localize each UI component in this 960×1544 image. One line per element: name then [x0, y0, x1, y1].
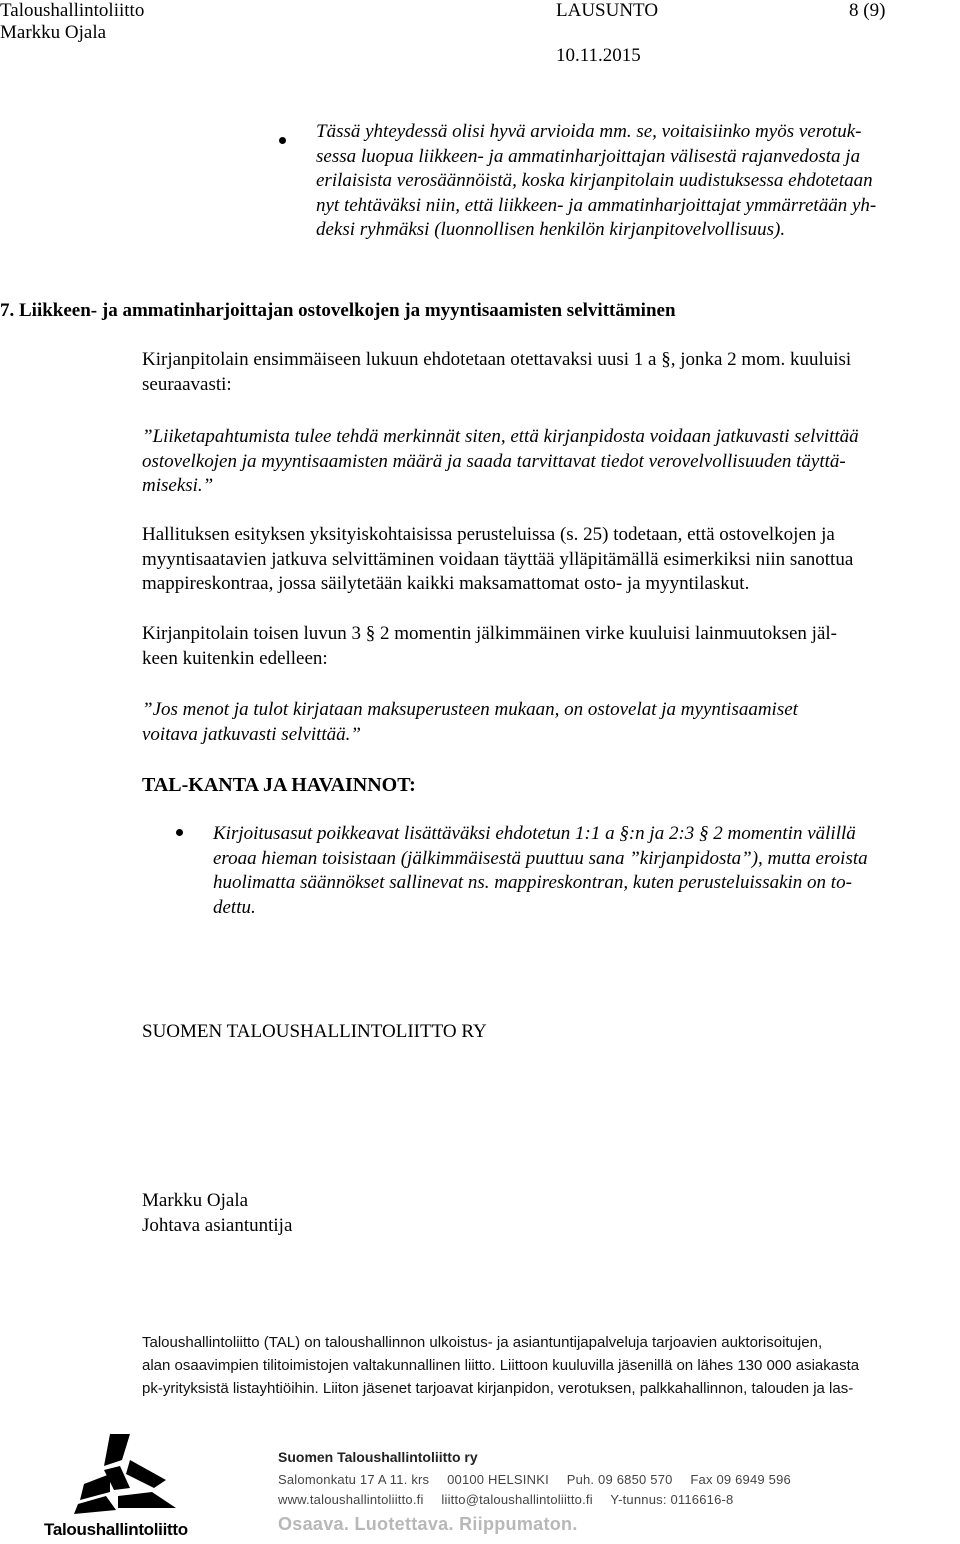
header-date: 10.11.2015	[556, 45, 641, 66]
section-paragraph: Kirjanpitolain ensimmäiseen lukuun ehdotetaan otettavaksi uusi 1 a §, jonka 2 mom. kuuluisi seuraavasti:	[142, 349, 852, 395]
header-page-number: 8 (9)	[849, 0, 886, 21]
footer-contact-line	[278, 1490, 733, 1509]
footer-phone: Puh. 09 6850 570	[566, 1472, 673, 1487]
quoted-law-text: ”Jos menot ja tulot kirjataan maksuperusteen mukaan, on ostovelat ja myyntisaamiset voitava jatkuvasti selvittää.”	[142, 699, 798, 745]
tal-heading: TAL-KANTA JA HAVAINNOT:	[142, 774, 416, 796]
tal-bullet-text: Kirjoitusasut poikkeavat lisättäväksi ehdotetun 1:1 a §:n ja 2:3 § 2 momentin välillä eroaa hieman toisistaan (jälkimmäisestä puuttuu sana ”kirjanpidosta”), mutta eroista huolimatta säännökset sallinevat ns. mappireskontran, kuten perusteluissakin on to- dettu.	[213, 823, 868, 918]
footer-slogan: Osaava. Luotettava. Riippumaton.	[278, 1514, 578, 1534]
header-doc-type: LAUSUNTO	[556, 0, 659, 21]
footer-address-line	[278, 1470, 791, 1489]
footer-email-link[interactable]: liitto@taloushallintoliitto.fi	[441, 1492, 593, 1507]
footer-ytunnus: Y-tunnus: 0116616-8	[610, 1492, 734, 1507]
section-heading: 7. Liikkeen- ja ammatinharjoittajan ostovelkojen ja myyntisaamisten selvittäminen	[0, 300, 676, 321]
section-paragraph: Kirjanpitolain toisen luvun 3 § 2 momentin jälkimmäinen virke kuuluisi lainmuutoksen jäl- keen kuitenkin edelleen:	[142, 623, 837, 669]
section-paragraph: Hallituksen esityksen yksityiskohtaisissa perusteluissa (s. 25) todetaan, että ostovelkojen ja myyntisaatavien jatkuva selvittäminen voidaan täyttää ylläpitämällä esimerkiksi niin sanottua mappireskontraa, jossa säilytetään kaikki maksamattomat osto- ja myyntilaskut.	[142, 524, 854, 594]
bullet-icon	[176, 829, 183, 836]
footer-fax: Fax 09 6949 596	[690, 1472, 791, 1487]
header-author: Markku Ojala	[0, 22, 107, 43]
footer-web-link[interactable]: www.taloushallintoliitto.fi	[278, 1492, 424, 1507]
footer-postal: 00100 HELSINKI	[447, 1472, 549, 1487]
signature-org: SUOMEN TALOUSHALLINTOLIITTO RY	[142, 1021, 487, 1042]
footer-address: Salomonkatu 17 A 11. krs	[278, 1472, 430, 1487]
signature-name: Markku Ojala	[142, 1190, 249, 1211]
footer-about-text: Taloushallintoliitto (TAL) on taloushallinnon ulkoistus- ja asiantuntijapalveluja tarjoavien auktorisoitujen, alan osaavimpien tilitoimistojen valtakunnallinen liitto. Liittoon kuuluvilla jäsenillä on lähes 130 000 asiakasta pk-yrityksistä listayhtiöihin. Liiton jäsenet tarjoavat kirjanpidon, verotuksen, palkkahallinnon, talouden ja las-	[142, 1334, 860, 1397]
header-org: Taloushallintoliitto	[0, 0, 145, 21]
intro-bullet-text: Tässä yhteydessä olisi hyvä arvioida mm. se, voitaisiinko myös verotuk- sessa luopua liikkeen- ja ammatinharjoittajan välisestä rajanvedosta ja erilaisista verosäännöistä, koska kirjanpitolain uudistuksessa ehdotetaan nyt tehtäväksi niin, että liikkeen- ja ammatinharjoittajat ymmärretään yh- deksi ryhmäksi (luonnollisen henkilön kirjanpitovelvollisuus).	[316, 121, 877, 240]
bullet-icon	[279, 137, 286, 144]
taloushallintoliitto-logo-icon	[70, 1430, 186, 1522]
signature-title: Johtava asiantuntija	[142, 1215, 293, 1236]
footer-logo-text: Taloushallintoliitto	[44, 1520, 188, 1539]
quoted-law-text: ”Liiketapahtumista tulee tehdä merkinnät siten, että kirjanpidosta voidaan jatkuvasti selvittää ostovelkojen ja myyntisaamisten määrä ja saada tarvittavat tiedot verovelvollisuuden täyttä- miseksi.”	[142, 426, 859, 496]
footer-org-name: Suomen Taloushallintoliitto ry	[278, 1449, 478, 1465]
